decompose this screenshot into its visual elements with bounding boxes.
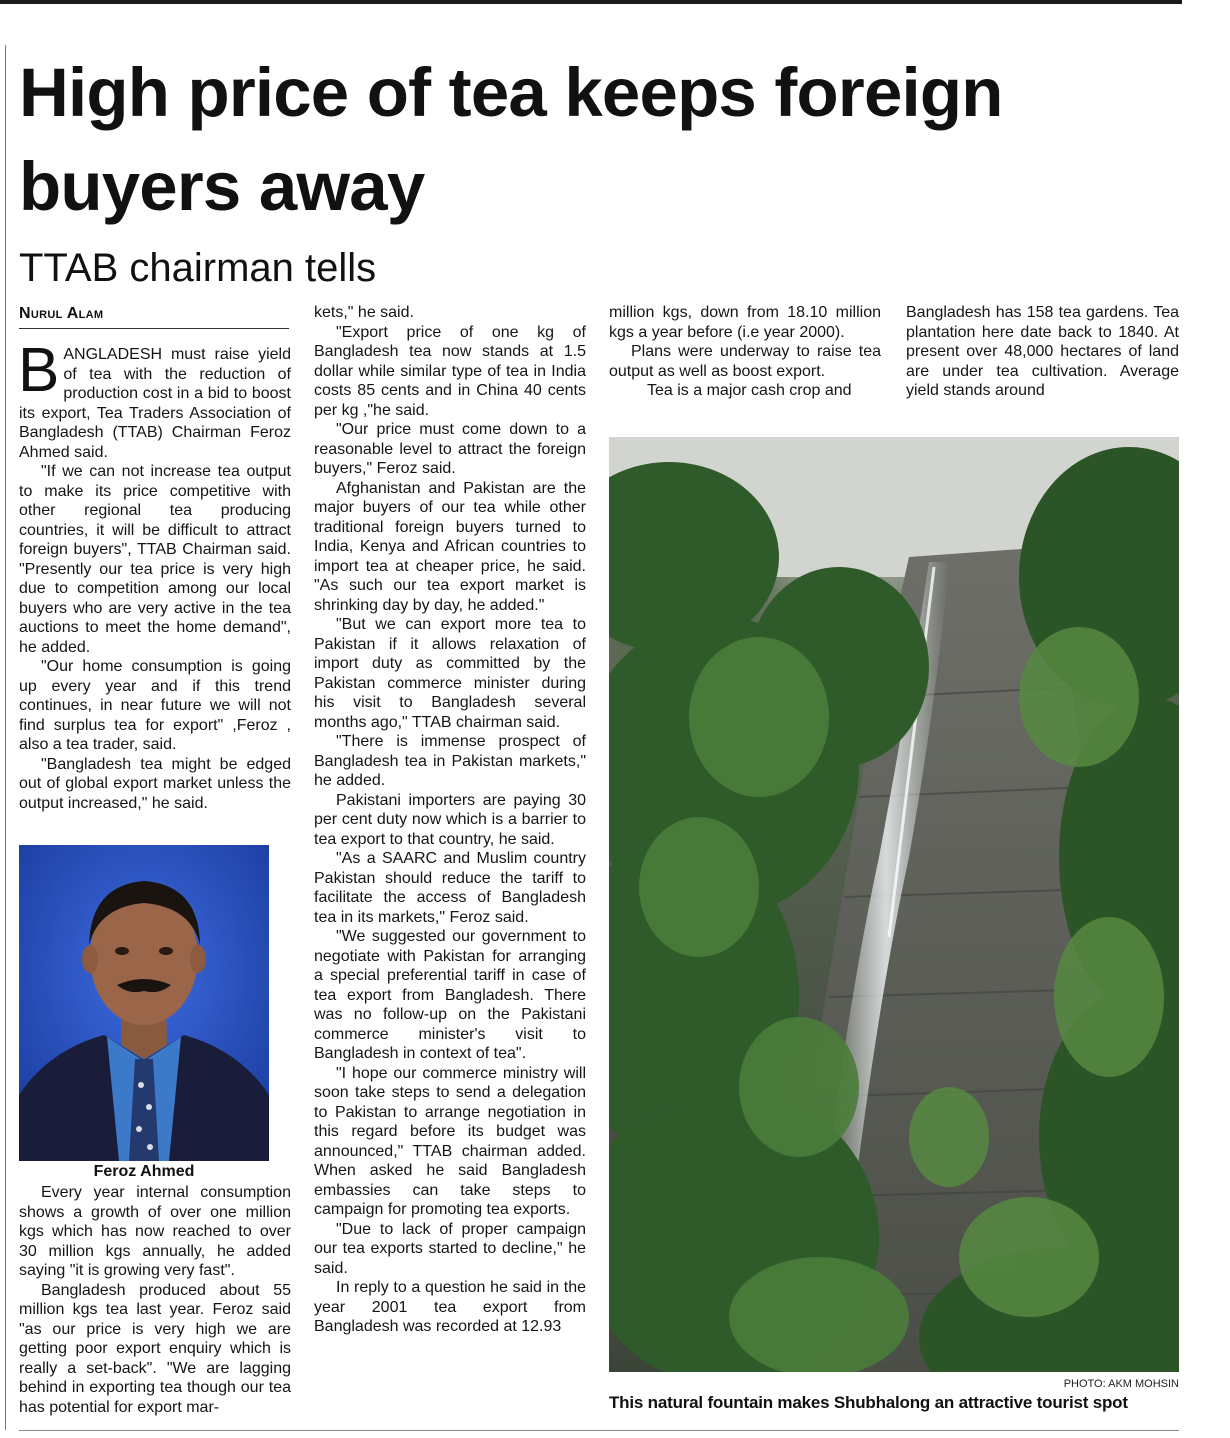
paragraph: Bangladesh produced about 55 million kgs tea last year. Feroz said "as our price is very high we are getting poor export enquiry which is really a set-back". "We are lagging behind in exporting tea though our tea has potential for export mar-: [19, 1281, 291, 1416]
photo-credit: PHOTO: AKM MOHSIN: [1063, 1378, 1179, 1390]
paragraph: Bangladesh has 158 tea gardens. Tea plantation here date back to 1840. At present over 48,000 hectares of land are under tea cultivation. Average yield stands around: [906, 304, 1179, 399]
paragraph: "Due to lack of proper campaign our tea exports started to decline," he said.: [314, 1220, 586, 1277]
top-rule: [0, 0, 1182, 4]
waterfall-illustration: [609, 437, 1179, 1372]
lead-paragraph-text: ANGLADESH must raise yield of tea with the reduction of production cost in a bid to boost its export, Tea Traders Association of Bangladesh (TTAB) Chairman Feroz Ahmed said.: [19, 346, 291, 461]
paragraph: "Bangladesh tea might be edged out of global export market unless the output increased," he said.: [19, 755, 291, 812]
paragraph: Afghanistan and Pakistan are the major buyers of our tea while other traditional foreign buyers turned to India, Kenya and African countries to import tea at cheaper price, he said. "As such our tea export market is shrinking day by day, he added.": [314, 479, 586, 614]
article-column-1: [18, 336, 291, 813]
left-border-rule: [5, 45, 6, 1430]
paragraph: "I hope our commerce ministry will soon take steps to send a delegation to Pakistan to arrange negotiation in this regard before its budget was announced," TTAB chairman added. When asked he said Bangladesh embassies can take steps to campaign for promoting tea exports.: [314, 1064, 586, 1218]
portrait-caption: Feroz Ahmed: [93, 1163, 195, 1180]
paragraph: million kgs, down from 18.10 million kgs a year before (i.e year 2000).: [609, 304, 881, 341]
paragraph: "Our price must come down to a reasonable level to attract the foreign buyers," Feroz said.: [314, 421, 586, 477]
portrait-illustration: [19, 845, 269, 1161]
article-column-1-continued: [19, 1183, 291, 1417]
paragraph: kets," he said.: [314, 304, 414, 321]
lead-paragraph: [18, 336, 291, 462]
paragraph: "Our home consumption is going up every year and if this trend continues, in near future we will not find surplus tea for export" ,Feroz , also a tea trader, said.: [19, 658, 291, 753]
paragraph: In reply to a question he said in the year 2001 tea export from Bangladesh was recorded at 12.93: [314, 1279, 586, 1335]
portrait-photo: [19, 845, 269, 1161]
article-column-2: [314, 303, 586, 1337]
photo-caption: This natural fountain makes Shubhalong an attractive tourist spot: [609, 1393, 1128, 1412]
paragraph: Plans were underway to raise tea output as well as boost export.: [609, 343, 881, 380]
paragraph: "We suggested our government to negotiate with Pakistan for arranging a special preferential tariff in case of tea export from Bangladesh. There was no follow-up on the Pakistani commerce minister's visit to Bangladesh in context of tea".: [314, 928, 586, 1062]
waterfall-photo: [609, 437, 1179, 1372]
paragraph: "If we can not increase tea output to make its price competitive with other regional tea producing countries, it will be difficult to attract foreign buyers", TTAB Chairman said. "Presently our tea price is very high due to competition among our local buyers who are very active in the tea auctions to meet the home demand", he added.: [19, 463, 291, 656]
drop-cap: B: [18, 336, 60, 405]
paragraph: "There is immense prospect of Bangladesh tea in Pakistan markets," he added.: [314, 733, 586, 789]
article-column-4: [906, 303, 1179, 401]
paragraph: Pakistani importers are paying 30 per cent duty now which is a barrier to tea export to that country, he said.: [314, 791, 586, 848]
paragraph: "As a SAARC and Muslim country Pakistan should reduce the tariff to facilitate the access of Bangladesh tea in its markets," Feroz said.: [314, 850, 586, 926]
paragraph: "Export price of one kg of Bangladesh tea now stands at 1.5 dollar while similar type of tea in India costs 85 cents and in China 40 cents per kg ,"he said.: [314, 323, 586, 419]
paragraph: Every year internal consumption shows a growth of over one million kgs which has now reached to over 30 million kgs annually, he added saying "it is growing very fast".: [19, 1184, 291, 1279]
byline: Nurul Alam: [19, 305, 289, 329]
bottom-rule: [19, 1430, 1179, 1431]
subheadline: TTAB chairman tells: [19, 246, 377, 290]
paragraph: "But we can export more tea to Pakistan if it allows relaxation of import duty as committed by the Pakistan commerce minister during his visit to Bangladesh several months ago," TTAB chairman said.: [314, 616, 586, 731]
paragraph: Tea is a major cash crop and: [647, 382, 852, 399]
headline: High price of tea keeps foreign buyers away: [19, 54, 1003, 225]
article-column-3: [609, 303, 881, 401]
